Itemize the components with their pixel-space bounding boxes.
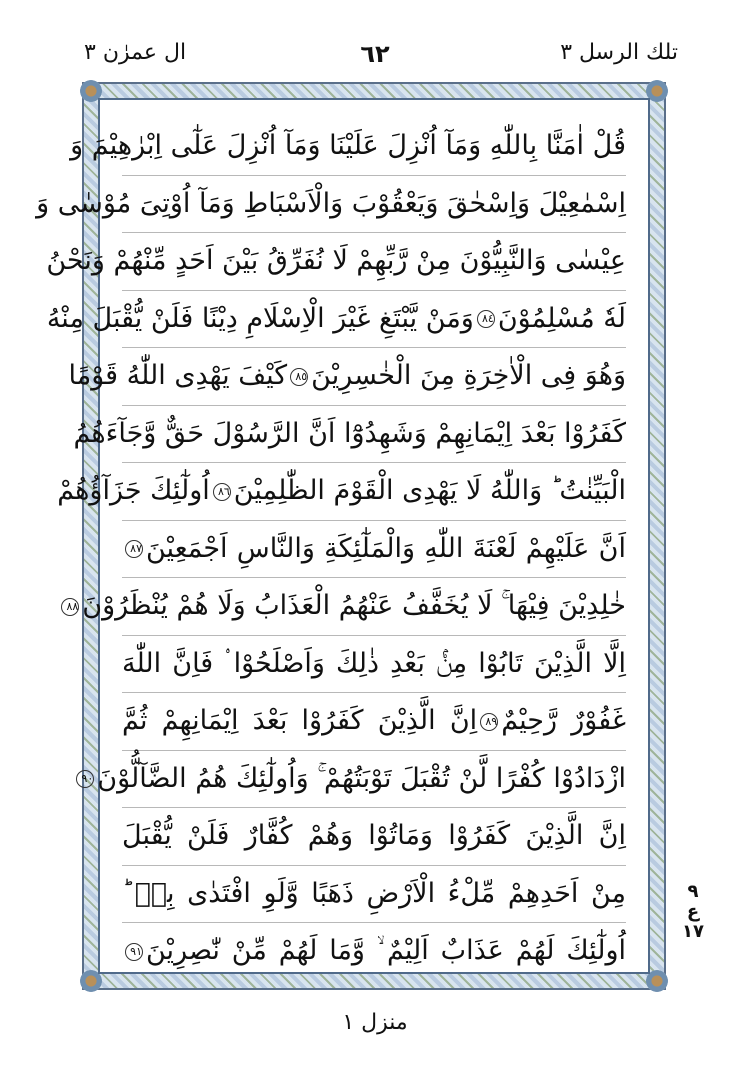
page-header (0, 30, 750, 70)
verse-line (122, 636, 626, 694)
verse-text: كَيْفَ يَهْدِى اللّٰهُ قَوْمًا (68, 360, 288, 391)
verse-text: كَفَرُوْا بَعْدَ اِيْمَانِهِمْ وَشَهِدُوْٓا اَنَّ الرَّسُوْلَ حَقٌّ وَّجَآءَهُمُ (73, 417, 626, 449)
ayah-number-marker: ٩١ (125, 943, 143, 961)
verse-text: مِنْ اَحَدِهِمْ مِّلْءُ الْاَرْضِ ذَهَبًا وَّلَوِ افْتَدٰى بِهٖ ؕ (122, 877, 626, 909)
verse-line (46, 233, 626, 291)
ornamental-border (36, 82, 666, 990)
ayah-number-marker: ٨٥ (290, 368, 308, 386)
verse-text: الْبَيِّنٰتُ ؕ وَاللّٰهُ لَا يَهْدِى الْقَوْمَ الظّٰلِمِيْنَ (233, 475, 626, 506)
verse-line (122, 808, 626, 866)
verse-text: اَنَّ عَلَيْهِمْ لَعْنَةَ اللّٰهِ وَالْمَلٰٓئِكَةِ وَالنَّاسِ اَجْمَعِيْنَ (146, 532, 626, 564)
verse-lines (36, 118, 626, 966)
verse-text: عِيْسٰى وَالنَّبِيُّوْنَ مِنْ رَّبِّهِمْ لَا نُفَرِّقُ بَيْنَ اَحَدٍ مِّنْهُمْ وَنَحْنُ (46, 245, 626, 276)
verse-text: اِلَّا الَّذِيْنَ تَابُوْا مِنْۢ بَعْدِ ذٰلِكَ وَاَصْلَحُوْا ۟ فَاِنَّ اللّٰهَ (122, 647, 626, 679)
verse-text: اُولٰٓئِكَ جَزَآؤُهُمْ (57, 475, 210, 506)
verse-line (73, 406, 626, 464)
ruku-marker-text: ع (686, 901, 700, 922)
ruku-marker (678, 882, 708, 942)
verse-text: وَهُوَ فِى الْاٰخِرَةِ مِنَ الْخٰسِرِيْنَ (311, 360, 626, 391)
page-number: ٦٢ (360, 40, 390, 68)
verse-text: ازْدَادُوْا كُفْرًا لَّنْ تُقْبَلَ تَوْبَتُهُمْ ۚ وَاُولٰٓئِكَ هُمُ الضَّآلُّوْنَ (97, 762, 626, 794)
verse-text: خٰلِدِيْنَ فِيْهَا ۚ لَا يُخَفَّفُ عَنْهُمُ الْعَذَابُ وَلَا هُمْ يُنْظَرُوْنَ (82, 590, 626, 621)
surah-title: ال عمرٰن ٣ (84, 40, 187, 65)
ruku-marker-text: ١٧ (682, 921, 704, 942)
ayah-number-marker: ٨٦ (213, 483, 231, 501)
verse-text: اِنَّ الَّذِيْنَ كَفَرُوْا بَعْدَ اِيْمَانِهِمْ ثُمَّ (122, 705, 478, 736)
ayah-number-marker: ٨٩ (480, 713, 498, 731)
ayah-number-marker: ٨٧ (125, 540, 143, 558)
verse-line (57, 463, 626, 521)
ruku-marker-text: ٩ (687, 881, 699, 902)
verse-text: اِسْمٰعِيْلَ وَاِسْحٰقَ وَيَعْقُوْبَ وَالْاَسْبَاطِ وَمَآ اُوْتِىَ مُوْسٰى وَ (36, 187, 626, 219)
ayah-number-marker: ٨٨ (61, 598, 79, 616)
ayah-number-marker: ٨٤ (477, 310, 495, 328)
verse-line (70, 118, 626, 176)
ayah-number-marker: ٩٠ (76, 770, 94, 788)
verse-text: اُولٰٓئِكَ لَهُمْ عَذَابٌ اَلِيْمٌ ۙ وَّمَا لَهُمْ مِّنْ نّٰصِرِيْنَ (146, 935, 626, 966)
verse-line (68, 348, 626, 406)
verse-line (66, 578, 626, 636)
juz-title: تلك الرسل ٣ (560, 40, 678, 65)
verse-text: اِنَّ الَّذِيْنَ كَفَرُوْا وَمَاتُوْا وَهُمْ كُفَّارٌ فَلَنْ يُّقْبَلَ (122, 820, 626, 851)
verse-line (122, 693, 626, 751)
verse-line (36, 176, 626, 234)
verse-line (122, 866, 626, 924)
verse-text: غَفُوْرٌ رَّحِيْمٌ (501, 705, 626, 736)
verse-text: وَمَنْ يَّبْتَغِ غَيْرَ الْاِسْلَامِ دِيْنًا فَلَنْ يُّقْبَلَ مِنْهُ (46, 302, 474, 334)
text-panel (36, 98, 650, 974)
manzil-footer: منزل ۱ (342, 1010, 408, 1035)
verse-line (122, 521, 626, 579)
verse-text: قُلْ اٰمَنَّا بِاللّٰهِ وَمَآ اُنْزِلَ عَلَيْنَا وَمَآ اُنْزِلَ عَلٰٓى اِبْرٰهِيْمَ وَ (70, 130, 626, 161)
verse-line (122, 923, 626, 980)
verse-line (81, 751, 626, 809)
verse-text: لَهٗ مُسْلِمُوْنَ (497, 302, 626, 334)
verse-line (46, 291, 626, 349)
